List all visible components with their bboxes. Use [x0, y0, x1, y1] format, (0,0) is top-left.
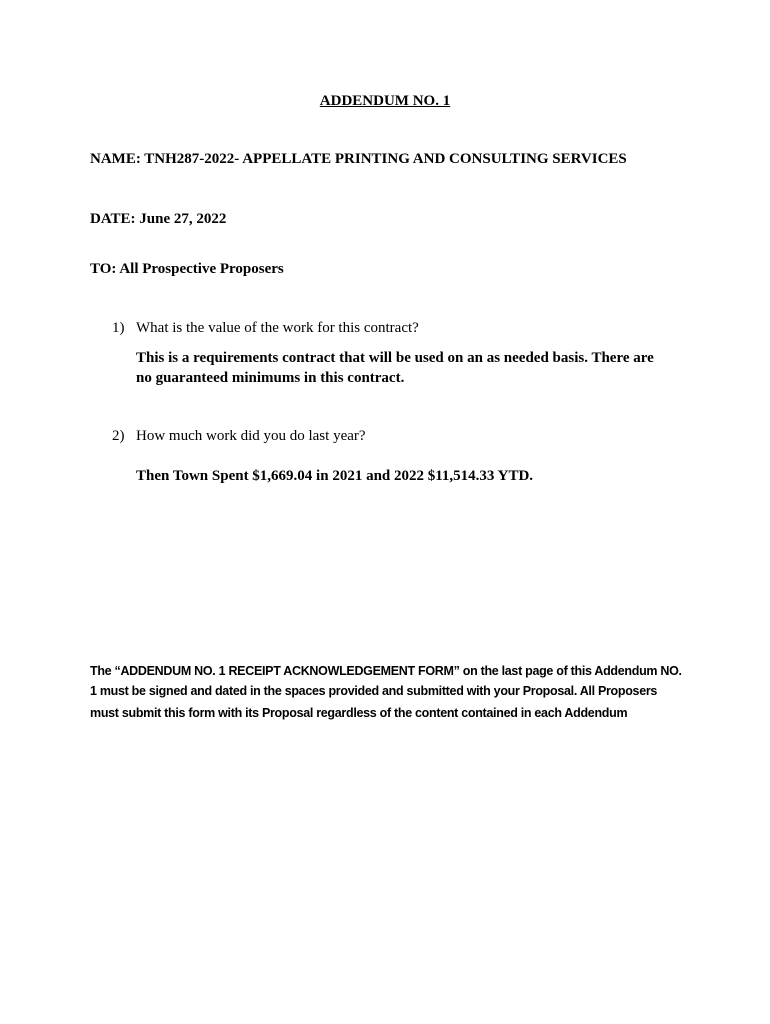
- question-2-text: How much work did you do last year?: [136, 428, 366, 444]
- answer-2-line-1: Then Town Spent $1,669.04 in 2021 and 2022 $11,514.33 YTD.: [136, 468, 534, 484]
- addendum-date: DATE: June 27, 2022: [90, 211, 227, 227]
- recipients-line: TO: All Prospective Proposers: [90, 261, 284, 277]
- notice-line-1: The “ADDENDUM NO. 1 RECEIPT ACKNOWLEDGEMENT FORM” on the last page of this Addendum NO.: [90, 664, 682, 678]
- document-title: ADDENDUM NO. 1: [319, 93, 451, 109]
- notice-line-3: must submit this form with its Proposal regardless of the content contained in each Addendum: [90, 706, 628, 720]
- notice-line-2: 1 must be signed and dated in the spaces provided and submitted with your Proposal. All Proposers: [90, 684, 658, 698]
- question-1: [112, 320, 419, 337]
- question-1-text: What is the value of the work for this contract?: [136, 320, 419, 336]
- answer-1-line-1: This is a requirements contract that will be used on an as needed basis. There are: [136, 350, 654, 366]
- question-2: [112, 428, 366, 445]
- answer-1-line-2: no guaranteed minimums in this contract.: [136, 370, 405, 386]
- question-2-number: 2): [112, 428, 125, 444]
- contract-name: NAME: TNH287-2022- APPELLATE PRINTING AND CONSULTING SERVICES: [90, 151, 627, 167]
- question-1-number: 1): [112, 320, 125, 336]
